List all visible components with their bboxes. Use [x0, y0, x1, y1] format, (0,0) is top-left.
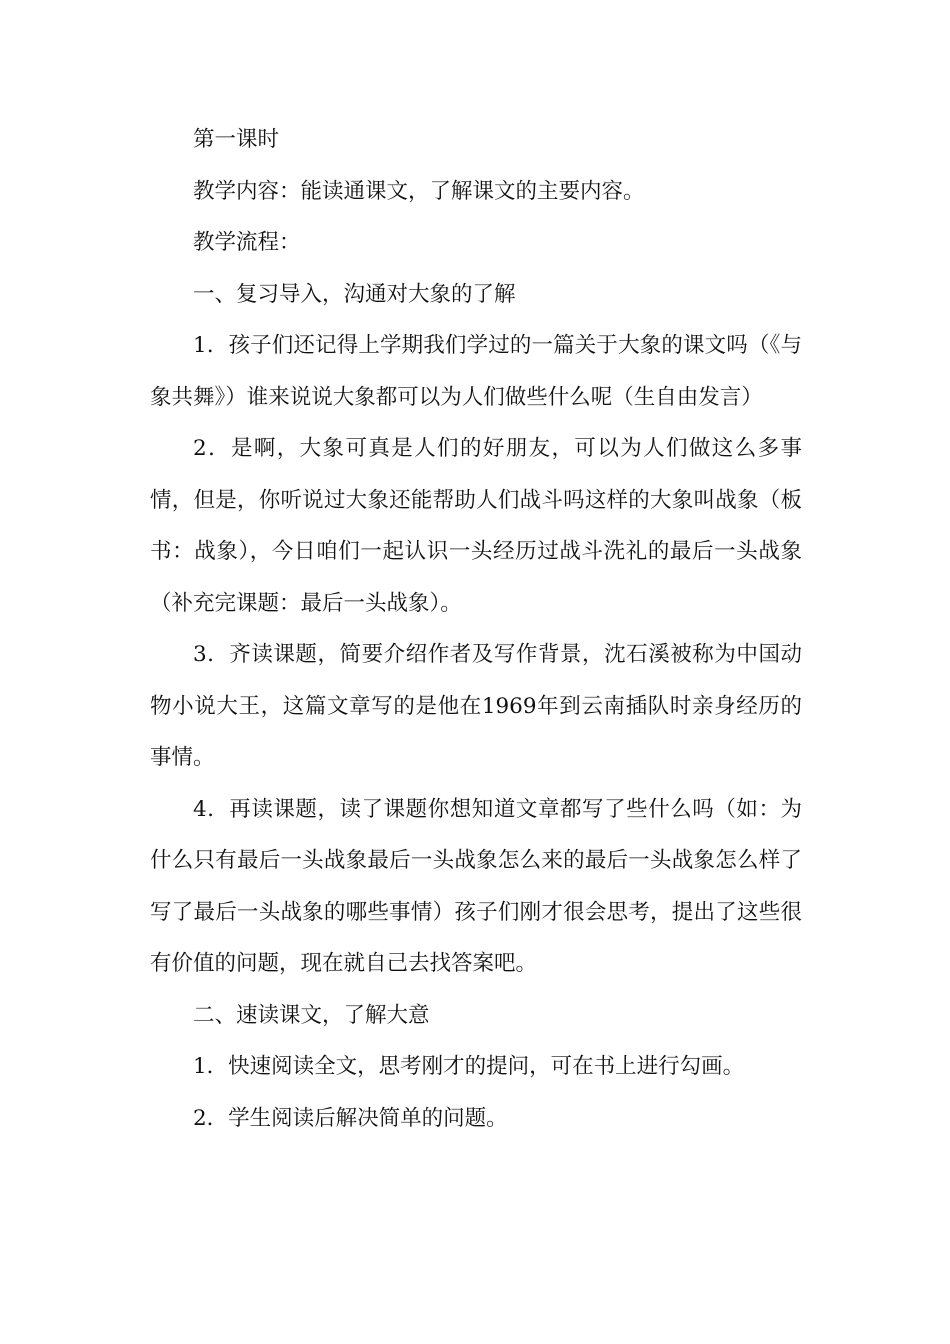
paragraph-1-2: 2．是啊，大象可真是人们的好朋友，可以为人们做这么多事情，但是，你听说过大象还能帮助人们战斗吗这样的大象叫战象（板书：战象），今日咱们一起认识一头经历过战斗洗礼的最后一头战象（补充完课题：最后一头战象）。: [150, 436, 802, 616]
lesson-heading: 第一课时: [193, 127, 280, 152]
paragraph-1-4: 4．再读课题，读了课题你想知道文章都写了些什么吗（如：为什么只有最后一头战象最后一头战象怎么来的最后一头战象怎么样了写了最后一头战象的哪些事情）孩子们刚才很会思考，提出了这些很有价值的问题，现在就自己去找答案吧。: [150, 796, 802, 976]
section-heading-1: 一、复习导入，沟通对大象的了解: [193, 281, 516, 307]
paragraph-1-3: 3．齐读课题，简要介绍作者及写作背景，沈石溪被称为中国动物小说大王，这篇文章写的是他在1969年到云南插队时亲身经历的事情。: [150, 642, 802, 770]
teaching-content: 教学内容：能读通课文，了解课文的主要内容。: [193, 178, 645, 204]
paragraph-2-2: 2．学生阅读后解决简单的问题。: [193, 1105, 508, 1131]
document-body: [150, 114, 802, 1144]
paragraph-2-1: 1．快速阅读全文，思考刚才的提问，可在书上进行勾画。: [193, 1054, 745, 1079]
section-heading-2: 二、速读课文，了解大意: [193, 1002, 430, 1028]
teaching-process-label: 教学流程：: [193, 230, 301, 255]
paragraph-1-1: 1．孩子们还记得上学期我们学过的一篇关于大象的课文吗（《与象共舞》）谁来说说大象都可以为人们做些什么呢（生自由发言）: [150, 333, 802, 410]
